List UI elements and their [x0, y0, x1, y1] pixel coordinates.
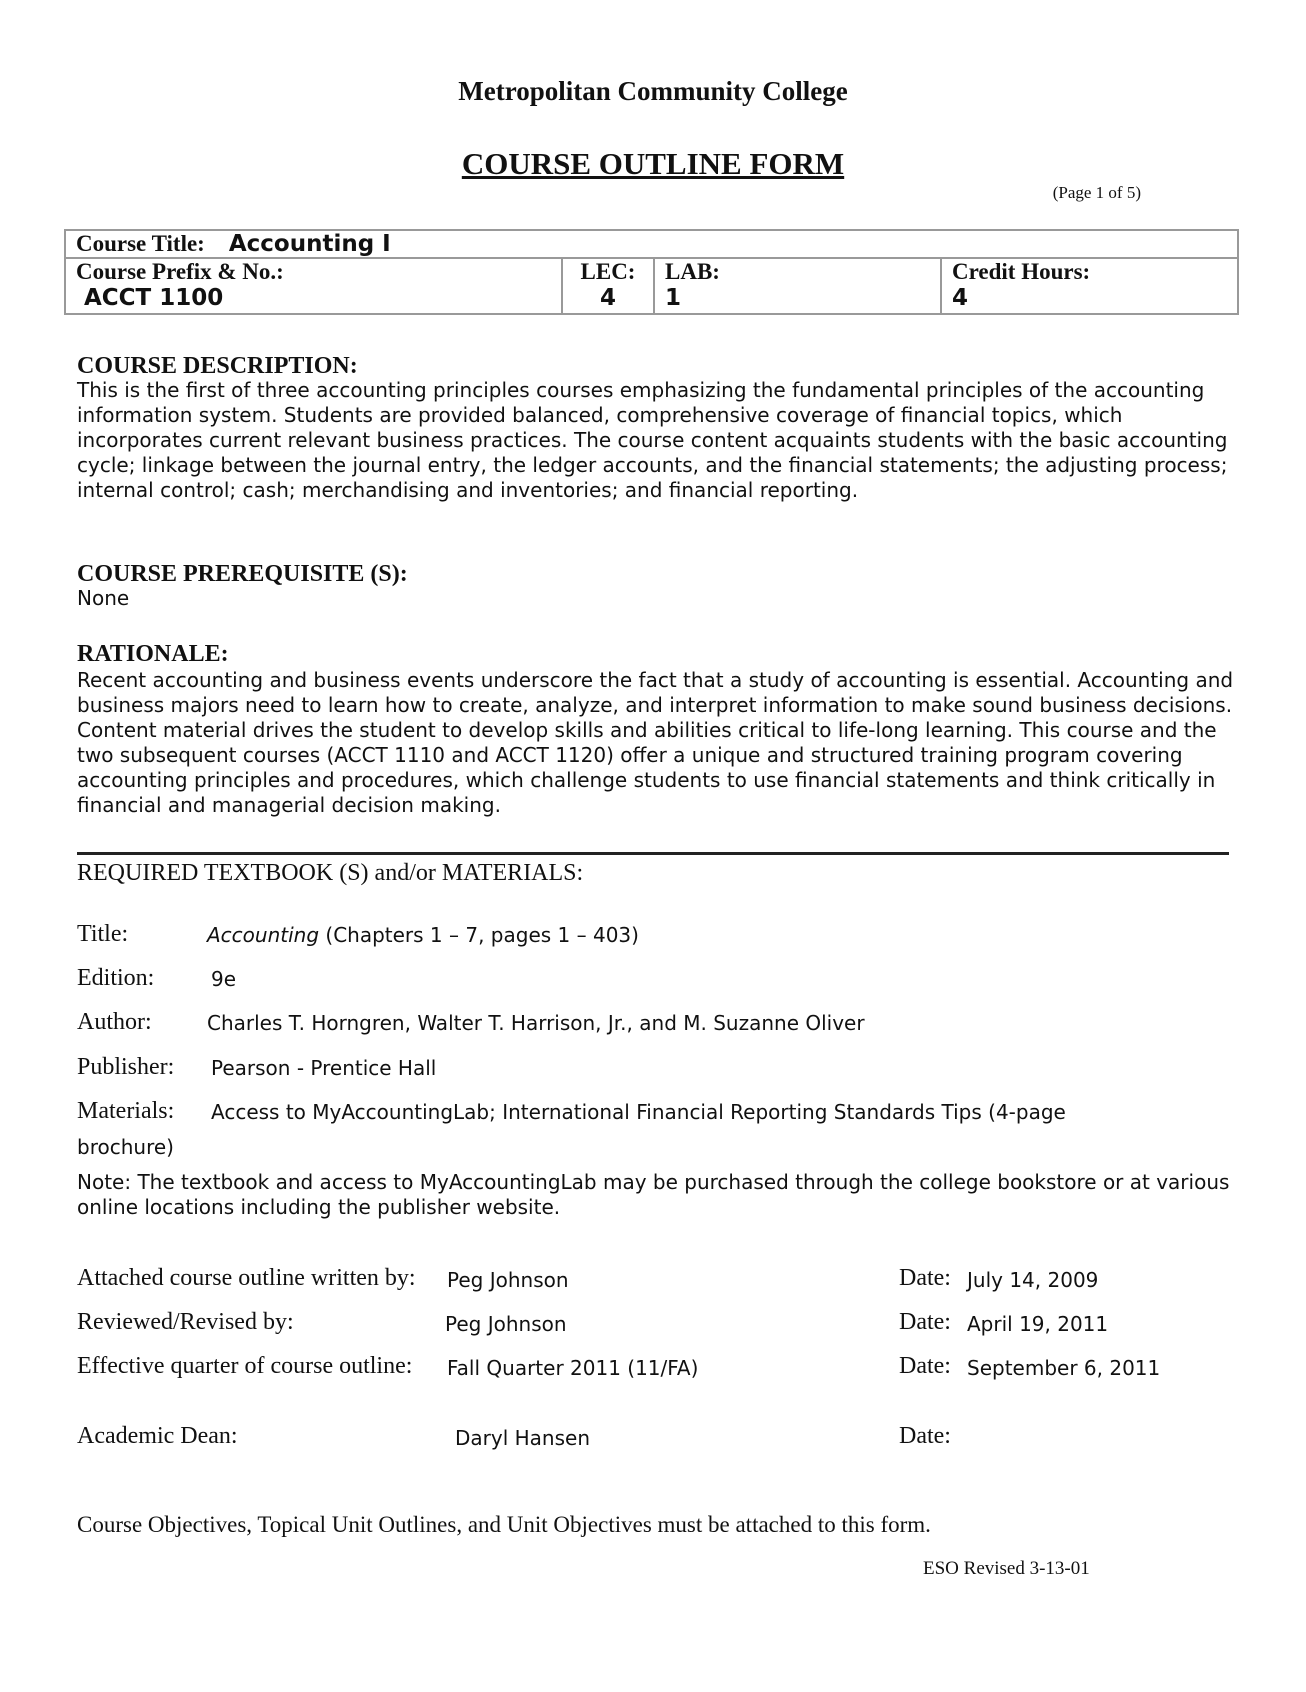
- reviewed-by-row: [77, 1309, 1237, 1339]
- written-by-label: Attached course outline written by:: [77, 1265, 416, 1291]
- materials-heading: REQUIRED TEXTBOOK (S) and/or MATERIALS:: [77, 860, 584, 886]
- textbook-title-rest: (Chapters 1 – 7, pages 1 – 403): [319, 923, 639, 947]
- effective-date-label: Date:: [899, 1353, 951, 1379]
- attachment-note: Course Objectives, Topical Unit Outlines, and Unit Objectives must be attached to this form.: [77, 1512, 931, 1537]
- prerequisite-text: None: [77, 586, 130, 610]
- publisher-value: Pearson - Prentice Hall: [211, 1056, 437, 1080]
- dean-label: Academic Dean:: [77, 1423, 238, 1449]
- rationale-heading: RATIONALE:: [77, 641, 229, 667]
- effective-label: Effective quarter of course outline:: [77, 1353, 413, 1379]
- written-by-row: [77, 1265, 1237, 1295]
- credit-value: 4: [952, 285, 969, 311]
- reviewed-by-label: Reviewed/Revised by:: [77, 1309, 294, 1335]
- credit-cell: [941, 258, 1238, 314]
- written-by-value: Peg Johnson: [447, 1268, 569, 1292]
- edition-value: 9e: [211, 967, 237, 991]
- form-title-text: COURSE OUTLINE FORM: [461, 146, 845, 181]
- form-title: [0, 146, 1306, 182]
- author-label: Author:: [77, 1009, 152, 1035]
- publisher-label: Publisher:: [77, 1054, 175, 1080]
- lec-label: LEC:: [580, 259, 636, 284]
- description-text: This is the first of three accounting principles courses emphasizing the fundamental principles of the accounting information system. Students are provided balanced, comprehensive coverage of financial topics, which incorporates current relevant business practices. The course content acquaints students with the basic accounting cycle; linkage between the journal entry, the ledger accounts, and the financial statements; the adjusting process; internal control; cash; merchandising and inventories; and financial reporting.: [77, 378, 1228, 502]
- effective-row: [77, 1353, 1237, 1383]
- rationale-text: Recent accounting and business events underscore the fact that a study of accounting is essential. Accounting and business majors need to learn how to create, analyze, and interpret information to make sound business decisions. Content material drives the student to develop skills and abilities critical to life-long learning. This course and the two subsequent courses (ACCT 1110 and ACCT 1120) offer a unique and structured training program covering accounting principles and procedures, which challenge students to use financial statements and think critically in financial and managerial decision making.: [77, 668, 1234, 817]
- materials-value: Access to MyAccountingLab; International Financial Reporting Standards Tips (4-page: [211, 1100, 1066, 1124]
- written-date-value: July 14, 2009: [967, 1268, 1099, 1292]
- course-prefix-label: Course Prefix & No.:: [76, 259, 284, 284]
- dean-date-label: Date:: [899, 1423, 951, 1449]
- course-title-value: Accounting I: [228, 231, 391, 257]
- textbook-title-value: [207, 923, 639, 947]
- author-value: Charles T. Horngren, Walter T. Harrison, Jr., and M. Suzanne Oliver: [207, 1011, 865, 1035]
- textbook-title-label: Title:: [77, 921, 129, 947]
- course-title-label: Course Title:: [76, 231, 205, 256]
- prerequisite-heading: COURSE PREREQUISITE (S):: [77, 561, 408, 587]
- course-title-cell: [65, 230, 1238, 258]
- course-info-table: [64, 229, 1239, 315]
- effective-value: Fall Quarter 2011 (11/FA): [447, 1356, 699, 1380]
- materials-label: Materials:: [77, 1098, 175, 1124]
- lec-cell: [562, 258, 654, 314]
- dean-row: [77, 1423, 1237, 1453]
- reviewed-by-value: Peg Johnson: [445, 1312, 567, 1336]
- section-divider: [77, 852, 1229, 855]
- college-name: Metropolitan Community College: [458, 76, 848, 106]
- lec-value: 4: [599, 285, 616, 311]
- written-date-label: Date:: [899, 1265, 951, 1291]
- revision-stamp: ESO Revised 3-13-01: [923, 1558, 1090, 1579]
- lab-cell: [654, 258, 941, 314]
- effective-date-value: September 6, 2011: [967, 1356, 1161, 1380]
- materials-note: Note: The textbook and access to MyAccountingLab may be purchased through the college bookstore or at various online locations including the publisher website.: [77, 1170, 1230, 1219]
- credit-label: Credit Hours:: [952, 259, 1091, 284]
- materials-value-cont: brochure): [77, 1135, 174, 1159]
- edition-label: Edition:: [77, 965, 155, 991]
- page-number: (Page 1 of 5): [1052, 183, 1141, 202]
- dean-value: Daryl Hansen: [455, 1426, 590, 1450]
- course-prefix-cell: [65, 258, 562, 314]
- lab-label: LAB:: [665, 259, 720, 284]
- textbook-title-italic: Accounting: [207, 923, 320, 947]
- lab-value: 1: [665, 285, 682, 311]
- description-heading: COURSE DESCRIPTION:: [77, 353, 358, 379]
- reviewed-date-label: Date:: [899, 1309, 951, 1335]
- reviewed-date-value: April 19, 2011: [967, 1312, 1109, 1336]
- course-prefix-value: ACCT 1100: [84, 285, 224, 311]
